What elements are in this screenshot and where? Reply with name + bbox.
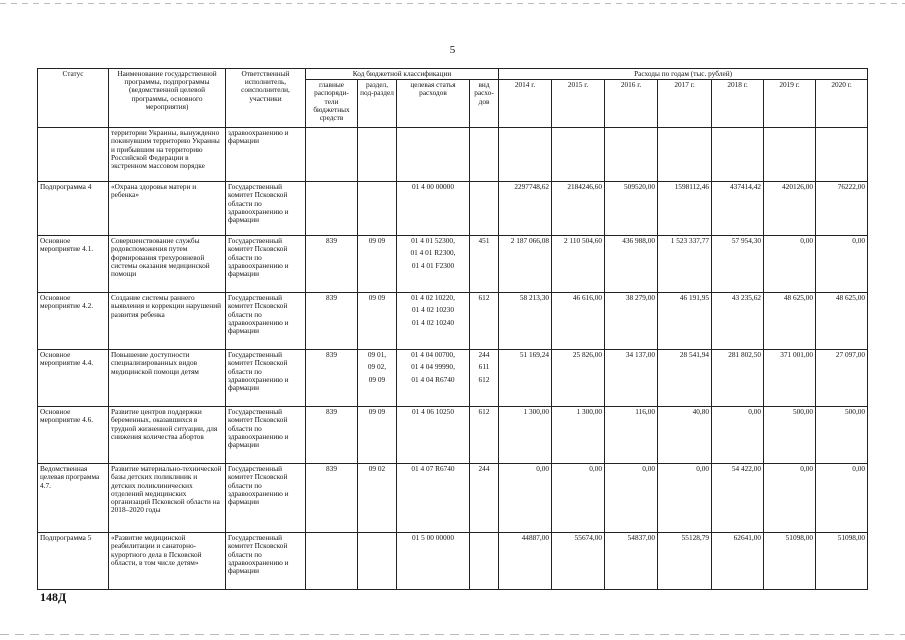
table-body [38, 128, 868, 590]
cell-amount [816, 128, 868, 182]
cell-line: 01 4 02 10220, [411, 293, 455, 303]
cell-status: Основное мероприятие 4.1. [38, 236, 109, 293]
header-year: 2019 г. [764, 80, 816, 128]
cell-section [358, 293, 397, 350]
cell-amount: 54 422,00 [712, 464, 764, 533]
cell-amount [712, 128, 764, 182]
cell-line: 01 4 00 00000 [412, 182, 454, 192]
scan-edge-bottom [0, 634, 905, 635]
cell-amount: 2 187 066,08 [499, 236, 552, 293]
cell-amount: 500,00 [816, 407, 868, 464]
cell-name: Развитие материально-технической базы детских поликлиник и детских поликлинических отделений медицинских организаций Псковской области на 2018–2020 годы [109, 464, 226, 533]
cell-responsible: здравоохранению и фармации [226, 128, 306, 182]
cell-type [470, 236, 499, 293]
cell-target [397, 293, 470, 350]
cell-responsible: Государственный комитет Псковской области по здравоохранению и фармации [226, 533, 306, 590]
cell-target [397, 407, 470, 464]
cell-grbs: 839 [306, 464, 358, 533]
cell-status: Основное мероприятие 4.4. [38, 350, 109, 407]
cell-type [470, 182, 499, 236]
cell-section [358, 407, 397, 464]
cell-amount: 0,00 [658, 464, 712, 533]
cell-responsible: Государственный комитет Псковской области по здравоохранению и фармации [226, 182, 306, 236]
cell-grbs: 839 [306, 293, 358, 350]
cell-grbs [306, 182, 358, 236]
cell-line: 01 4 06 10250 [412, 407, 454, 417]
cell-line: 451 [478, 236, 490, 246]
cell-name: Создание системы раннего выявления и коррекции нарушений развития ребенка [109, 293, 226, 350]
header-year: 2018 г. [712, 80, 764, 128]
cell-name: Развитие центров поддержки беременных, оказавшихся в трудной жизненной ситуации, для снижения количества абортов [109, 407, 226, 464]
cell-type [470, 533, 499, 590]
cell-amount: 55128,79 [658, 533, 712, 590]
cell-amount: 58 213,30 [499, 293, 552, 350]
cell-amount [764, 128, 816, 182]
table-row [38, 533, 868, 590]
cell-amount: 2184246,60 [552, 182, 605, 236]
header-code-section: раздел, под-раздел [358, 80, 397, 128]
table-row [38, 236, 868, 293]
cell-line: 09 09 [368, 236, 386, 246]
cell-amount: 28 541,94 [658, 350, 712, 407]
cell-amount: 437414,42 [712, 182, 764, 236]
cell-line: 09 09 [368, 374, 386, 384]
cell-status [38, 128, 109, 182]
cell-line: 09 02 [368, 464, 386, 474]
cell-amount: 371 001,00 [764, 350, 816, 407]
cell-amount: 40,80 [658, 407, 712, 464]
cell-line: 611 [478, 362, 490, 372]
cell-line: 612 [478, 293, 490, 303]
cell-amount: 44887,00 [499, 533, 552, 590]
cell-name: Повышение доступности специализированных видов медицинской помощи детям [109, 350, 226, 407]
cell-section [358, 464, 397, 533]
header-name: Наименование государственной программы, подпрограммы (ведомственной целевой программы, основного мероприятия) [109, 69, 226, 128]
cell-amount: 0,00 [552, 464, 605, 533]
cell-responsible: Государственный комитет Псковской области по здравоохранению и фармации [226, 464, 306, 533]
scan-edge-top [0, 3, 905, 4]
cell-amount [605, 128, 658, 182]
cell-name: «Развитие медицинской реабилитации и санаторно-курортного дела в Псковской области, в том числе детям» [109, 533, 226, 590]
cell-line: 01 4 07 R6740 [411, 464, 455, 474]
cell-name: территории Украины, вынужденно покинувшим территорию Украины и прибывшим на территорию Российской Федерации в экстренном массовом порядке [109, 128, 226, 182]
cell-amount [499, 128, 552, 182]
cell-line: 09 09 [368, 407, 386, 417]
cell-status: Основное мероприятие 4.2. [38, 293, 109, 350]
header-year: 2015 г. [552, 80, 605, 128]
table-row [38, 464, 868, 533]
cell-amount: 51098,00 [816, 533, 868, 590]
header-year: 2014 г. [499, 80, 552, 128]
cell-amount: 0,00 [764, 464, 816, 533]
cell-line: 244 [478, 350, 490, 360]
header-code-main: главные распоряди-тели бюджетных средств [306, 80, 358, 128]
table-row [38, 128, 868, 182]
cell-amount: 43 235,62 [712, 293, 764, 350]
header-status: Статус [38, 69, 109, 128]
cell-amount: 0,00 [816, 464, 868, 533]
cell-type [470, 350, 499, 407]
cell-line: 09 09 [368, 293, 386, 303]
cell-section [358, 236, 397, 293]
cell-grbs: 839 [306, 407, 358, 464]
cell-grbs [306, 128, 358, 182]
cell-amount: 25 826,00 [552, 350, 605, 407]
cell-target [397, 182, 470, 236]
cell-grbs [306, 533, 358, 590]
table-row [38, 182, 868, 236]
cell-amount: 0,00 [712, 407, 764, 464]
cell-amount: 48 625,00 [764, 293, 816, 350]
table-row [38, 350, 868, 407]
cell-target [397, 464, 470, 533]
cell-amount: 0,00 [605, 464, 658, 533]
cell-line: 01 4 02 10240 [412, 317, 454, 327]
cell-amount: 76222,00 [816, 182, 868, 236]
cell-line: 09 01, [367, 350, 387, 360]
cell-status: Ведомственная целевая программа 4.7. [38, 464, 109, 533]
cell-amount: 38 279,00 [605, 293, 658, 350]
cell-line: 612 [478, 374, 490, 384]
header-year: 2016 г. [605, 80, 658, 128]
cell-amount: 116,00 [605, 407, 658, 464]
header-code-group: Код бюджетной классификации [306, 69, 499, 80]
cell-status: Подпрограмма 4 [38, 182, 109, 236]
cell-amount: 54837,00 [605, 533, 658, 590]
cell-section [358, 182, 397, 236]
cell-target [397, 350, 470, 407]
cell-line: 01 4 02 10230 [412, 305, 454, 315]
cell-target [397, 533, 470, 590]
cell-line: 01 4 01 F2300 [411, 260, 455, 270]
cell-amount: 1 300,00 [552, 407, 605, 464]
cell-amount: 420126,00 [764, 182, 816, 236]
cell-line: 01 4 04 99990, [411, 362, 455, 372]
cell-amount: 0,00 [499, 464, 552, 533]
cell-responsible: Государственный комитет Псковской области по здравоохранению и фармации [226, 236, 306, 293]
cell-amount: 0,00 [764, 236, 816, 293]
cell-responsible: Государственный комитет Псковской области по здравоохранению и фармации [226, 407, 306, 464]
cell-amount: 46 191,95 [658, 293, 712, 350]
cell-amount: 51 169,24 [499, 350, 552, 407]
cell-section [358, 350, 397, 407]
header-years-group: Расходы по годам (тыс. рублей) [499, 69, 868, 80]
cell-amount: 55674,00 [552, 533, 605, 590]
cell-grbs: 839 [306, 236, 358, 293]
cell-status: Подпрограмма 5 [38, 533, 109, 590]
cell-line: 01 4 04 00700, [411, 350, 455, 360]
cell-type [470, 293, 499, 350]
cell-responsible: Государственный комитет Псковской области по здравоохранению и фармации [226, 350, 306, 407]
cell-amount [658, 128, 712, 182]
cell-amount [552, 128, 605, 182]
cell-amount: 1598112,46 [658, 182, 712, 236]
budget-table [37, 68, 868, 590]
cell-grbs: 839 [306, 350, 358, 407]
cell-amount: 2 110 504,60 [552, 236, 605, 293]
table-header [38, 69, 868, 128]
cell-line: 01 5 00 00000 [412, 533, 454, 543]
cell-amount: 57 954,30 [712, 236, 764, 293]
cell-type [470, 407, 499, 464]
cell-amount: 27 097,00 [816, 350, 868, 407]
cell-line: 01 4 04 R6740 [411, 374, 455, 384]
cell-amount: 34 137,00 [605, 350, 658, 407]
cell-section [358, 128, 397, 182]
cell-status: Основное мероприятие 4.6. [38, 407, 109, 464]
cell-name: Совершенствование службы родовспоможения путем формирования трехуровневой системы оказания медицинской помощи [109, 236, 226, 293]
cell-amount: 509520,00 [605, 182, 658, 236]
cell-amount: 281 802,50 [712, 350, 764, 407]
cell-type [470, 128, 499, 182]
cell-type [470, 464, 499, 533]
page-number: 5 [449, 44, 456, 56]
table-row [38, 407, 868, 464]
cell-amount: 436 988,00 [605, 236, 658, 293]
cell-section [358, 533, 397, 590]
cell-amount: 51098,00 [764, 533, 816, 590]
cell-line: 09 02, [367, 362, 387, 372]
header-code-type: вид расхо-дов [470, 80, 499, 128]
cell-amount: 48 625,00 [816, 293, 868, 350]
cell-line: 612 [478, 407, 490, 417]
table-row [38, 293, 868, 350]
cell-amount: 2297748,62 [499, 182, 552, 236]
cell-amount: 1 300,00 [499, 407, 552, 464]
cell-name: «Охрана здоровья матери и ребенка» [109, 182, 226, 236]
cell-amount: 62641,00 [712, 533, 764, 590]
footer-code: 148Д [40, 590, 67, 604]
cell-amount: 500,00 [764, 407, 816, 464]
cell-amount: 0,00 [816, 236, 868, 293]
cell-line: 01 4 01 R2300, [410, 248, 456, 258]
cell-line: 244 [478, 464, 490, 474]
header-year: 2017 г. [658, 80, 712, 128]
header-year: 2020 г. [816, 80, 868, 128]
header-responsible: Ответственный исполнитель, соисполнители, участники [226, 69, 306, 128]
header-code-target: целевая статья расходов [397, 80, 470, 128]
cell-target [397, 128, 470, 182]
cell-line: 01 4 01 52300, [411, 236, 455, 246]
cell-amount: 1 523 337,77 [658, 236, 712, 293]
cell-target [397, 236, 470, 293]
cell-amount: 46 616,00 [552, 293, 605, 350]
cell-responsible: Государственный комитет Псковской области по здравоохранению и фармации [226, 293, 306, 350]
